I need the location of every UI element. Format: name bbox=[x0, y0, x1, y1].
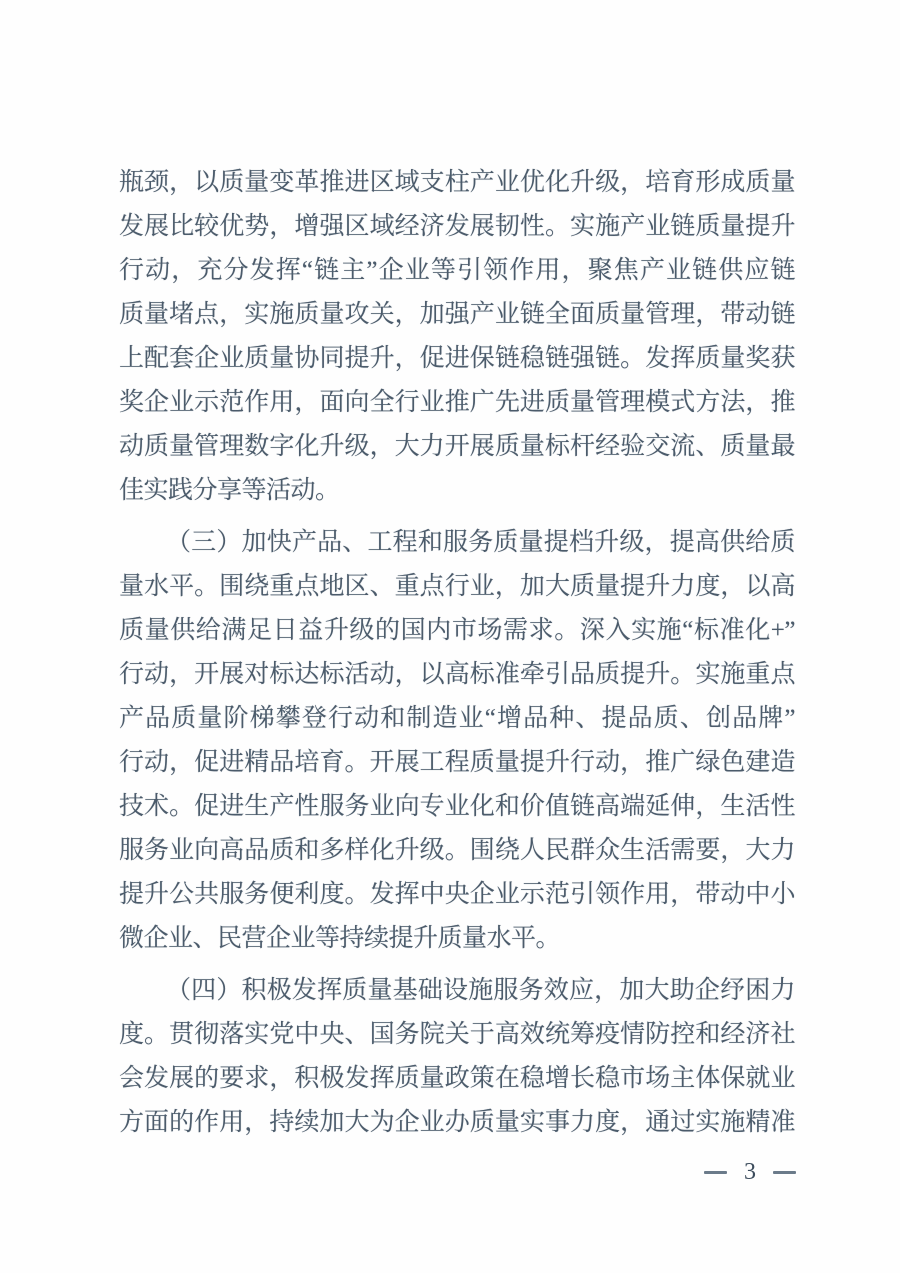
text-line: 奖企业示范作用，面向全行业推广先进质量管理模式方法，推 bbox=[119, 389, 795, 416]
text-line: 质量供给满足日益升级的国内市场需求。深入实施“标准化+” bbox=[119, 617, 795, 644]
text-line: 发展比较优势，增强区域经济发展韧性。实施产业链质量提升 bbox=[119, 213, 795, 240]
text-line: 度。贯彻落实党中央、国务院关于高效统筹疫情防控和经济社 bbox=[119, 1021, 795, 1048]
text-line: （三）加快产品、工程和服务质量提档升级，提高供给质 bbox=[166, 529, 795, 556]
text-line: 量水平。围绕重点地区、重点行业，加大质量提升力度，以高 bbox=[119, 573, 795, 600]
document-body bbox=[119, 161, 795, 1145]
page-footer bbox=[704, 1157, 796, 1187]
paragraph bbox=[119, 161, 795, 513]
text-line: 微企业、民营企业等持续提升质量水平。 bbox=[119, 925, 561, 952]
text-line: 会发展的要求，积极发挥质量政策在稳增长稳市场主体保就业 bbox=[119, 1065, 795, 1092]
text-line: 产品质量阶梯攀登行动和制造业“增品种、提品质、创品牌” bbox=[119, 705, 795, 732]
text-line: 动质量管理数字化升级，大力开展质量标杆经验交流、质量最 bbox=[119, 433, 795, 460]
text-line: 技术。促进生产性服务业向专业化和价值链高端延伸，生活性 bbox=[119, 793, 795, 820]
text-line: 行动，促进精品培育。开展工程质量提升行动，推广绿色建造 bbox=[119, 749, 795, 776]
text-line: 提升公共服务便利度。发挥中央企业示范引领作用，带动中小 bbox=[119, 881, 795, 908]
footer-page-number: 3 bbox=[744, 1159, 756, 1185]
paragraph bbox=[119, 969, 795, 1145]
text-line: 服务业向高品质和多样化升级。围绕人民群众生活需要，大力 bbox=[119, 837, 795, 864]
text-line: 质量堵点，实施质量攻关，加强产业链全面质量管理，带动链 bbox=[119, 301, 795, 328]
paragraph bbox=[119, 521, 795, 961]
text-line: 行动，开展对标达标活动，以高标准牵引品质提升。实施重点 bbox=[119, 661, 795, 688]
text-line: 佳实践分享等活动。 bbox=[119, 477, 340, 504]
footer-dash bbox=[773, 1171, 796, 1174]
text-line: 行动，充分发挥“链主”企业等引领作用，聚焦产业链供应链 bbox=[119, 257, 795, 284]
text-line: （四）积极发挥质量基础设施服务效应，加大助企纾困力 bbox=[166, 977, 795, 1004]
footer-dash bbox=[704, 1171, 727, 1174]
text-line: 方面的作用，持续加大为企业办质量实事力度，通过实施精准 bbox=[119, 1109, 795, 1136]
text-line: 瓶颈，以质量变革推进区域支柱产业优化升级，培育形成质量 bbox=[119, 169, 795, 196]
text-line: 上配套企业质量协同提升，促进保链稳链强链。发挥质量奖获 bbox=[119, 345, 795, 372]
